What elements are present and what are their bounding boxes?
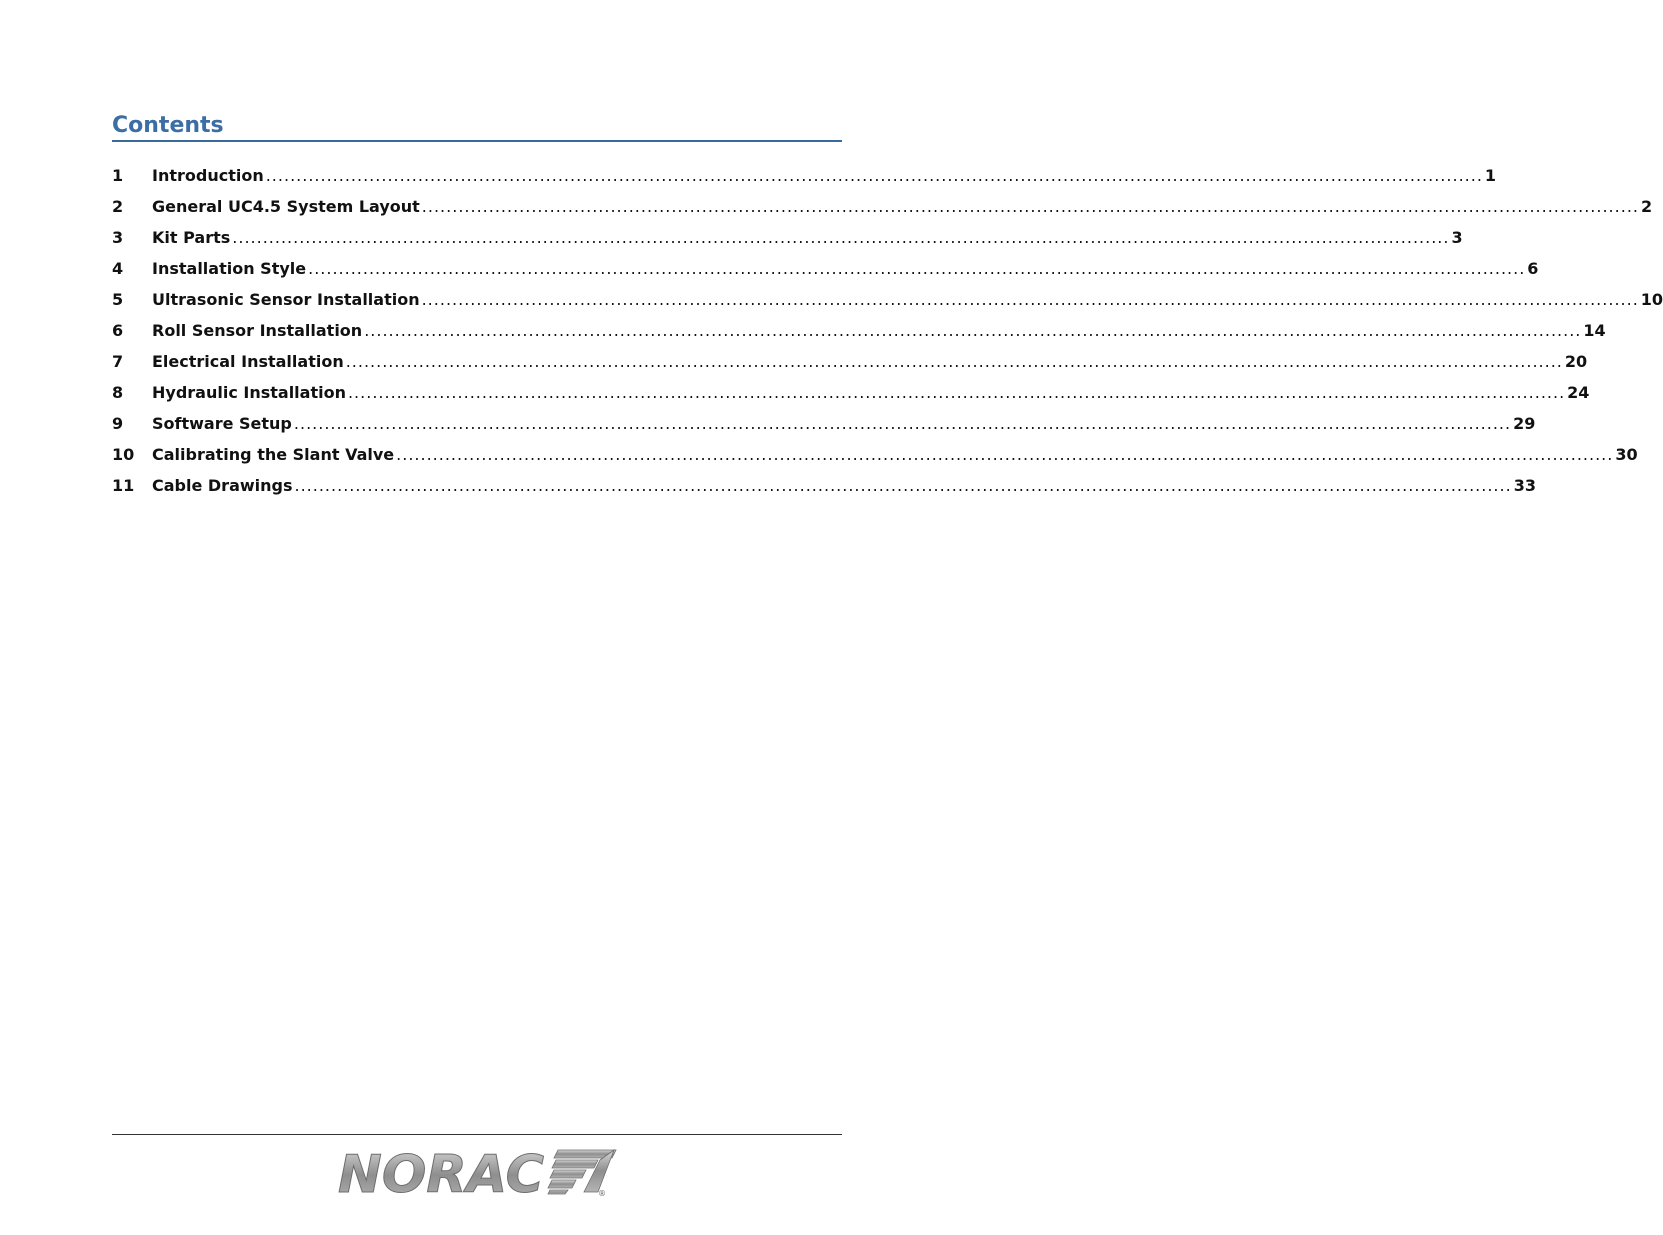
toc-entry[interactable] <box>112 197 1653 228</box>
toc-dot-leader: ........................................................................................................................................................................................................ <box>232 228 1450 247</box>
toc-entry-number: 3 <box>112 228 124 247</box>
toc-dot-leader: ........................................................................................................................................................................................................ <box>364 321 1582 340</box>
toc-entry-page: 24 <box>1567 383 1590 402</box>
toc-dot-leader: ........................................................................................................................................................................................................ <box>396 445 1614 464</box>
logo-stripes-icon <box>548 1150 616 1194</box>
toc-entry[interactable] <box>112 259 1539 290</box>
toc-entry-title: Ultrasonic Sensor Installation <box>152 290 420 309</box>
footer-divider <box>112 1134 842 1135</box>
toc-entry-number: 6 <box>112 321 124 340</box>
page-title: Contents <box>112 113 224 138</box>
toc-entry-page: 1 <box>1484 166 1497 185</box>
toc-entry-page: 3 <box>1451 228 1463 247</box>
toc-entry-page: 33 <box>1513 476 1536 495</box>
toc-entry-number: 8 <box>112 383 124 402</box>
toc-entry[interactable] <box>112 290 1663 321</box>
toc-entry[interactable] <box>112 166 1497 197</box>
toc-entry-number: 9 <box>112 414 124 433</box>
toc-entry-title: Software Setup <box>152 414 292 433</box>
toc-entry-number: 10 <box>112 445 135 464</box>
toc-entry-page: 14 <box>1583 321 1606 340</box>
toc-entry[interactable] <box>112 445 1638 476</box>
toc-entry-number: 1 <box>112 166 124 185</box>
toc-entry-page: 20 <box>1564 352 1588 371</box>
toc-entry-title: Calibrating the Slant Valve <box>152 445 395 464</box>
toc-entry-title: Kit Parts <box>152 228 231 247</box>
toc-entry-number: 5 <box>112 290 124 309</box>
toc-entry-title: Introduction <box>152 166 264 185</box>
toc-dot-leader: ........................................................................................................................................................................................................ <box>421 290 1639 309</box>
toc-entry-page: 30 <box>1615 445 1638 464</box>
toc-dot-leader: ........................................................................................................................................................................................................ <box>347 383 1566 402</box>
toc-entry[interactable] <box>112 414 1536 445</box>
toc-dot-leader: ........................................................................................................................................................................................................ <box>308 259 1526 278</box>
table-of-contents <box>112 166 1663 507</box>
toc-entry[interactable] <box>112 228 1463 259</box>
toc-entry-number: 2 <box>112 197 124 216</box>
toc-entry[interactable] <box>112 352 1588 383</box>
toc-dot-leader: ........................................................................................................................................................................................................ <box>293 414 1512 433</box>
toc-entry-title: General UC4.5 System Layout <box>152 197 420 216</box>
toc-entry-page: 6 <box>1527 259 1539 278</box>
registered-mark: ® <box>598 1189 606 1198</box>
toc-entry-number: 4 <box>112 259 124 278</box>
toc-entry-page: 2 <box>1640 197 1653 216</box>
contents-heading <box>112 112 842 142</box>
toc-entry-page: 10 <box>1640 290 1663 309</box>
toc-entry-title: Cable Drawings <box>152 476 293 495</box>
toc-entry-title: Hydraulic Installation <box>152 383 346 402</box>
toc-entry-number: 11 <box>112 476 135 495</box>
toc-entry-title: Roll Sensor Installation <box>152 321 363 340</box>
toc-dot-leader: ........................................................................................................................................................................................................ <box>265 166 1483 185</box>
norac-logo <box>336 1145 620 1205</box>
toc-entry-number: 7 <box>112 352 124 371</box>
toc-entry-title: Electrical Installation <box>152 352 344 371</box>
toc-entry[interactable] <box>112 321 1606 352</box>
toc-entry-title: Installation Style <box>152 259 307 278</box>
toc-entry[interactable] <box>112 476 1536 507</box>
toc-dot-leader: ........................................................................................................................................................................................................ <box>345 352 1563 371</box>
toc-dot-leader: ........................................................................................................................................................................................................ <box>294 476 1512 495</box>
logo-wordmark: NORAC <box>338 1145 544 1205</box>
toc-entry[interactable] <box>112 383 1590 414</box>
toc-dot-leader: ........................................................................................................................................................................................................ <box>421 197 1639 216</box>
toc-entry-page: 29 <box>1513 414 1536 433</box>
